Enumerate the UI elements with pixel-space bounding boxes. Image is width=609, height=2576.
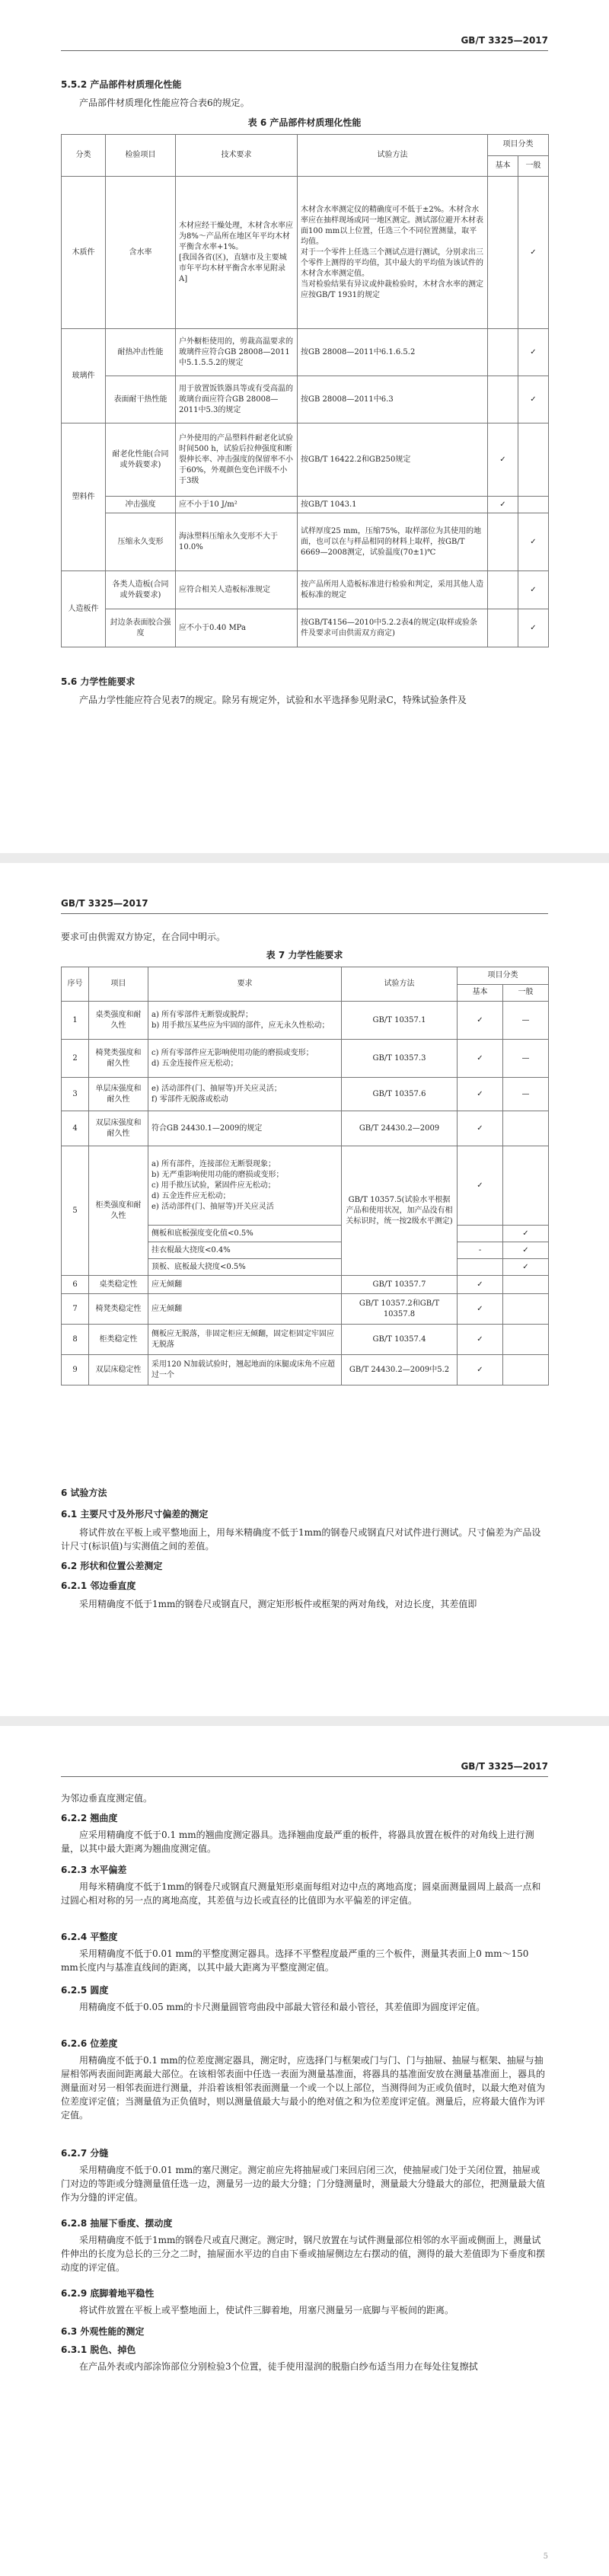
table-cell: GB/T 10357.7 <box>342 1276 458 1294</box>
section-heading: 6 试验方法 <box>61 1488 107 1498</box>
table-cell: 压缩永久变形 <box>106 513 176 571</box>
check-cell: ✓ <box>518 609 549 647</box>
table-cell: GB/T 24430.2—2009 <box>342 1111 458 1146</box>
table-cell: 应不小于10 J/m² <box>176 497 298 513</box>
body-text: 用精确度不低于0.05 mm的卡尺测量圆管弯曲段中部最大管径和最小管径，其差值即为圆度评定值。 <box>79 2002 486 2012</box>
table-cell: 桌类强度和耐久性 <box>89 1002 148 1040</box>
table-cell: c) 所有零部件应无影响使用功能的磨损或变形； d) 五金连接件应无松动； <box>148 1040 342 1078</box>
table-cell: 5 <box>62 1146 89 1276</box>
table-cell: 试样厚度25 mm，压缩75%，取样部位为其使用的地面，也可以在与样品相同的材料上取样，按GB/T 6669—2008测定，试验温度(70±1)℃ <box>298 513 488 571</box>
check-cell: ✓ <box>458 1040 503 1078</box>
table-cell: 冲击强度 <box>106 497 176 513</box>
col-header-number: 序号 <box>62 967 89 1002</box>
table-6 <box>61 134 549 647</box>
check-cell: ✓ <box>518 571 549 609</box>
col-header-general: 一般 <box>503 984 549 1002</box>
table-cell: 应无倾翻 <box>148 1276 342 1294</box>
table-cell: 椅凳类强度和耐久性 <box>89 1040 148 1078</box>
col-header-basic: 基本 <box>458 984 503 1002</box>
check-cell: ✓ <box>458 1111 503 1146</box>
table-cell: 按GB 28008—2011中6.1.6.5.2 <box>298 329 488 376</box>
table-cell: 按GB 28008—2011中6.3 <box>298 376 488 423</box>
table-cell: 耐热冲击性能 <box>106 329 176 376</box>
check-cell: ✓ <box>518 329 549 376</box>
section-heading: 6.1 主要尺寸及外形尺寸偏差的测定 <box>61 1509 209 1520</box>
check-cell: ✓ <box>458 1002 503 1040</box>
check-cell <box>458 1226 503 1242</box>
table-cell: 按GB/T 16422.2和GB250规定 <box>298 423 488 497</box>
document-page-1 <box>0 0 609 853</box>
table-cell: 9 <box>62 1355 89 1385</box>
table-cell: 4 <box>62 1111 89 1146</box>
section-heading: 6.2.2 翘曲度 <box>61 1813 118 1823</box>
page-separator <box>0 1716 609 1726</box>
check-cell: - <box>458 1242 503 1259</box>
table-cell: 各类人造板(合同或外载要求) <box>106 571 176 609</box>
table-cell: 按GB/T 1043.1 <box>298 497 488 513</box>
body-text: 用精确度不低于0.1 mm的位差度测定器具，测定时，应选择门与框架或门与门、门与抽屉、抽屉与框架、抽屉与抽屉相邻两表面间距离最大部位。在该相邻表面中任选一表面为测量基准面，将器具的基准面安放在测量基准面上，器具的测量面对另一相邻表面进行测量，并沿着该相邻表面测量一个或一个以上部位，当测得间为正或负值时，以最大绝对值为位差度评定值；当测量值为正负值时，则以测量值最大与最小的绝对值之和为位差度评定值。测量后，应将最大值作为评定值。 <box>61 2055 546 2121</box>
table-cell: 柜类强度和耐久性 <box>89 1146 148 1276</box>
table-cell: 3 <box>62 1078 89 1111</box>
page-number: 5 <box>543 2552 548 2561</box>
table-cell: 双层床稳定性 <box>89 1355 148 1385</box>
check-cell <box>458 1259 503 1276</box>
header-rule <box>61 913 548 914</box>
section-heading: 6.2.5 圆度 <box>61 1985 109 1996</box>
page-header-code: GB/T 3325—2017 <box>61 898 148 909</box>
col-header-requirement: 要求 <box>148 967 342 1002</box>
col-header-grade: 项目分类 <box>458 967 549 985</box>
col-header-grade: 项目分类 <box>488 135 549 156</box>
check-cell: ✓ <box>503 1259 549 1276</box>
table-cell: 应不小于0.40 MPa <box>176 609 298 647</box>
section-heading: 6.2.9 底脚着地平稳性 <box>61 2288 155 2299</box>
table-cell: 6 <box>62 1276 89 1294</box>
check-cell <box>503 1111 549 1146</box>
col-header-item: 检验项目 <box>106 135 176 177</box>
check-cell <box>503 1146 549 1226</box>
table-cell: 单层床强度和耐久性 <box>89 1078 148 1111</box>
check-cell <box>503 1355 549 1385</box>
body-text: 应采用精确度不低于0.1 mm的翘曲度测定器具。选择翘曲度最严重的板件，将器具放置在板件的对角线上进行测量，以其中最大距离为翘曲度测定值。 <box>61 1830 534 1854</box>
col-header-method: 试验方法 <box>342 967 458 1002</box>
table-cell: 按产品所用人造板标准进行检验和判定，采用其他人造板标准的规定 <box>298 571 488 609</box>
table-cell: 户外使用的产品塑料件耐老化试验时间500 h，试验后拉伸强度和断裂伸长率、冲击强度的保留率不小于60%，外观颜色变色评级不小于3级 <box>176 423 298 497</box>
body-text: 采用精确度不低于1mm的钢卷尺或钢直尺，测定矩形板件或框架的两对角线，对边长度，其差值即 <box>79 1599 477 1609</box>
body-text: 将试件放置在平板上或平整地面上，使试件三脚着地，用塞尺测量另一底脚与平板间的距离。 <box>79 2305 454 2316</box>
table-cell: 7 <box>62 1294 89 1325</box>
page-header-code: GB/T 3325—2017 <box>461 1761 548 1772</box>
table-cell: a) 所有部件，连接部位无断裂现象； b) 无严重影响使用功能的磨损或变形； c) 用手揿压试验，紧固件应无松动； d) 五金连件应无松动； e) 活动部件(门、抽屉等)开关应灵活 <box>148 1146 342 1226</box>
table-cell: 顶板、底板最大挠度<0.5% <box>148 1259 342 1276</box>
check-cell: ✓ <box>458 1294 503 1325</box>
table-cell: 表面耐干热性能 <box>106 376 176 423</box>
check-cell <box>488 609 518 647</box>
table-7 <box>61 967 549 1385</box>
check-cell: ✓ <box>458 1276 503 1294</box>
check-cell: — <box>503 1002 549 1040</box>
table-cell: 1 <box>62 1002 89 1040</box>
col-header-basic: 基本 <box>488 155 518 177</box>
table-cell: 人造板件 <box>62 571 106 647</box>
header-rule <box>61 1776 548 1777</box>
table-cell: 采用120 N加载试验时，翘起地面的床腿或床角不应超过一个 <box>148 1355 342 1385</box>
table-cell: GB/T 10357.4 <box>342 1325 458 1355</box>
section-heading: 6.2.4 平整度 <box>61 1932 118 1942</box>
section-heading: 6.2.8 抽屉下垂度、摆动度 <box>61 2218 173 2229</box>
table-cell: 用于放置饭铁器具等或有受高温的玻璃台面应符合GB 28008—2011中5.3的规定 <box>176 376 298 423</box>
table-cell: 侧板应无脱落，非固定柜应无倾翻，固定柜固定牢固应无脱落 <box>148 1325 342 1355</box>
check-cell: — <box>503 1040 549 1078</box>
section-heading: 6.2 形状和位置公差测定 <box>61 1561 163 1571</box>
table-cell: 木材应经干燥处理，木材含水率应为8%～产品所在地区年平均木材平衡含水率+1%。 [我国各省(区)，直辖市及主要城市年平均木材平衡含水率见附录A] <box>176 177 298 329</box>
table-cell: 木质件 <box>62 177 106 329</box>
section-heading: 6.2.7 分缝 <box>61 2148 109 2159</box>
check-cell <box>503 1276 549 1294</box>
check-cell <box>488 513 518 571</box>
body-text: 产品力学性能应符合见表7的规定。除另有规定外，试验和水平选择参见附录C，特殊试验条件及 <box>79 695 467 705</box>
body-text: 为邻边垂直度测定值。 <box>61 1793 153 1804</box>
check-cell <box>488 376 518 423</box>
section-heading: 6.2.1 邻边垂直度 <box>61 1580 136 1591</box>
table-cell: 玻璃件 <box>62 329 106 423</box>
table-cell: 桌类稳定性 <box>89 1276 148 1294</box>
table-cell: 封边条表面胶合强度 <box>106 609 176 647</box>
check-cell: ✓ <box>458 1078 503 1111</box>
table-cell: 椅凳类稳定性 <box>89 1294 148 1325</box>
check-cell: ✓ <box>458 1355 503 1385</box>
check-cell <box>488 329 518 376</box>
table-cell: GB/T 10357.6 <box>342 1078 458 1111</box>
check-cell: ✓ <box>518 177 549 329</box>
table-cell: 按GB/T4156—2010中5.2.2表4的规定(取样或验条件及要求可由供需双方商定) <box>298 609 488 647</box>
table-cell: 8 <box>62 1325 89 1355</box>
check-cell <box>488 177 518 329</box>
check-cell: ✓ <box>488 423 518 497</box>
check-cell: ✓ <box>458 1146 503 1226</box>
body-text: 用每米精确度不低于1mm的钢卷尺或钢直尺测量矩形桌面每组对边中点的离地高度；圆桌面测量圆周上最高一点和过圆心相对称的另一点的离地高度，其差值与边长或直径的比值即为水平偏差的评定值。 <box>61 1881 541 1906</box>
table-cell: GB/T 10357.1 <box>342 1002 458 1040</box>
table-cell: 耐老化性能(合同或外载要求) <box>106 423 176 497</box>
table-cell: 海泳塑料压缩永久变形不大于10.0% <box>176 513 298 571</box>
body-text: 产品部件材质理化性能应符合表6的规定。 <box>79 97 250 108</box>
table-caption: 表 6 产品部件材质理化性能 <box>247 117 362 128</box>
check-cell: ✓ <box>503 1226 549 1242</box>
table-cell: 含水率 <box>106 177 176 329</box>
table-cell: 塑料件 <box>62 423 106 571</box>
page-separator <box>0 853 609 863</box>
table-cell: GB/T 10357.3 <box>342 1040 458 1078</box>
table-cell: 符合GB 24430.1—2009的规定 <box>148 1111 342 1146</box>
table-cell: 2 <box>62 1040 89 1078</box>
check-cell <box>503 1325 549 1355</box>
page-header-code: GB/T 3325—2017 <box>461 35 548 46</box>
table-cell: GB/T 10357.2和GB/T 10357.8 <box>342 1294 458 1325</box>
table-cell: 侧板和底板强度变化值<0.5% <box>148 1226 342 1242</box>
table-cell: 户外橱柜使用的，剪裁高温要求的玻璃件应符合GB 28008—2011中5.1.5.5.2的规定 <box>176 329 298 376</box>
body-text: 要求可由供需双方协定，在合同中明示。 <box>61 932 226 942</box>
col-header-category: 分类 <box>62 135 106 177</box>
table-cell: 木材含水率测定仪的精确度可不低于±2%。木材含水率应在抽样现场或同一地区测定。测试部位避开木材表面100 mm以上位置，任选三个不同位置测量，取平均值。 对于一个零件上任选三个测试点进行测试，分别求出三个零件上测得的平均值，其中最大的平均值为该试件的木材含水率测定值。 当对检验结果有异议或仲裁检验时，木材含水率的测定应按GB/T 1931的规定 <box>298 177 488 329</box>
check-cell: ✓ <box>503 1242 549 1259</box>
document-page-2 <box>0 863 609 1716</box>
col-header-method: 试验方法 <box>298 135 488 177</box>
body-text: 采用精确度不低于0.01 mm的塞尺测定。测定前应先将抽屉或门来回启闭三次，使抽屉或门处于关闭位置，抽屉或门对边的等距或分缝测量值任选一边，测量另一边的最大分缝；门分缝测量时，测量最大分缝最大的部位，把测量最大值作为分缝的评定值。 <box>61 2165 546 2203</box>
table-cell: 应无倾翻 <box>148 1294 342 1325</box>
table-cell: a) 所有零部件无断裂或脱焊； b) 用手揿压某些应为牢固的部件，应无永久性松动； <box>148 1002 342 1040</box>
table-cell: 应符合相关人造板标准规定 <box>176 571 298 609</box>
section-heading: 6.2.3 水平偏差 <box>61 1865 127 1875</box>
table-cell: GB/T 10357.5(试验水平根据产品和使用状况，加产品没有相关标识时，统一按2级水平测定) <box>342 1146 458 1276</box>
check-cell: ✓ <box>518 376 549 423</box>
table-caption: 表 7 力学性能要求 <box>266 950 343 960</box>
body-text: 在产品外表或内部涂饰部位分别检验3个位置，徒手使用湿润的脱脂白纱布适当用力在每处往复擦拭 <box>79 2361 478 2372</box>
check-cell: ✓ <box>518 513 549 571</box>
check-cell <box>518 497 549 513</box>
header-rule <box>61 50 548 51</box>
table-cell: GB/T 24430.2—2009中5.2 <box>342 1355 458 1385</box>
check-cell <box>518 423 549 497</box>
table-cell: 挂衣棍最大挠度<0.4% <box>148 1242 342 1259</box>
body-text: 采用精确度不低于0.01 mm的平整度测定器具。选择不平整程度最严重的三个板件，测量其表面上0 mm～150 mm长度内与基准直线间的距离，以其中最大距离为平整度测定值。 <box>61 1948 529 1973</box>
section-heading: 5.5.2 产品部件材质理化性能 <box>61 79 182 90</box>
col-header-item: 项目 <box>89 967 148 1002</box>
check-cell: ✓ <box>458 1325 503 1355</box>
check-cell: ✓ <box>488 497 518 513</box>
col-header-requirement: 技术要求 <box>176 135 298 177</box>
section-heading: 6.3 外观性能的测定 <box>61 2326 145 2337</box>
col-header-general: 一般 <box>518 155 549 177</box>
table-cell: e) 活动部件(门、抽屉等)开关应灵活； f) 零部件无脱落或松动 <box>148 1078 342 1111</box>
table-cell: 柜类稳定性 <box>89 1325 148 1355</box>
check-cell <box>503 1294 549 1325</box>
document-page-3 <box>0 1726 609 2576</box>
body-text: 采用精确度不低于1mm的钢卷尺或直尺测定。测定时，钢尺放置在与试件测量部位相邻的水平面或侧面上，测量试件伸出的长度为总长的三分之二时，抽屉面水平边的自由下垂或抽屉侧边左右摆动的值，测得的最大差值即为下垂度和摆动度的评定值。 <box>61 2235 546 2273</box>
section-heading: 6.2.6 位差度 <box>61 2038 118 2049</box>
body-text: 将试件放在平板上或平整地面上，用每米精确度不低于1mm的钢卷尺或钢直尺对试件进行测试。尺寸偏差为产品设计尺寸(标识值)与实测值之间的差值。 <box>61 1527 541 1552</box>
check-cell <box>488 571 518 609</box>
section-heading: 5.6 力学性能要求 <box>61 676 136 687</box>
table-cell: 双层床强度和耐久性 <box>89 1111 148 1146</box>
section-heading: 6.3.1 脱色、掉色 <box>61 2344 136 2355</box>
check-cell: — <box>503 1078 549 1111</box>
